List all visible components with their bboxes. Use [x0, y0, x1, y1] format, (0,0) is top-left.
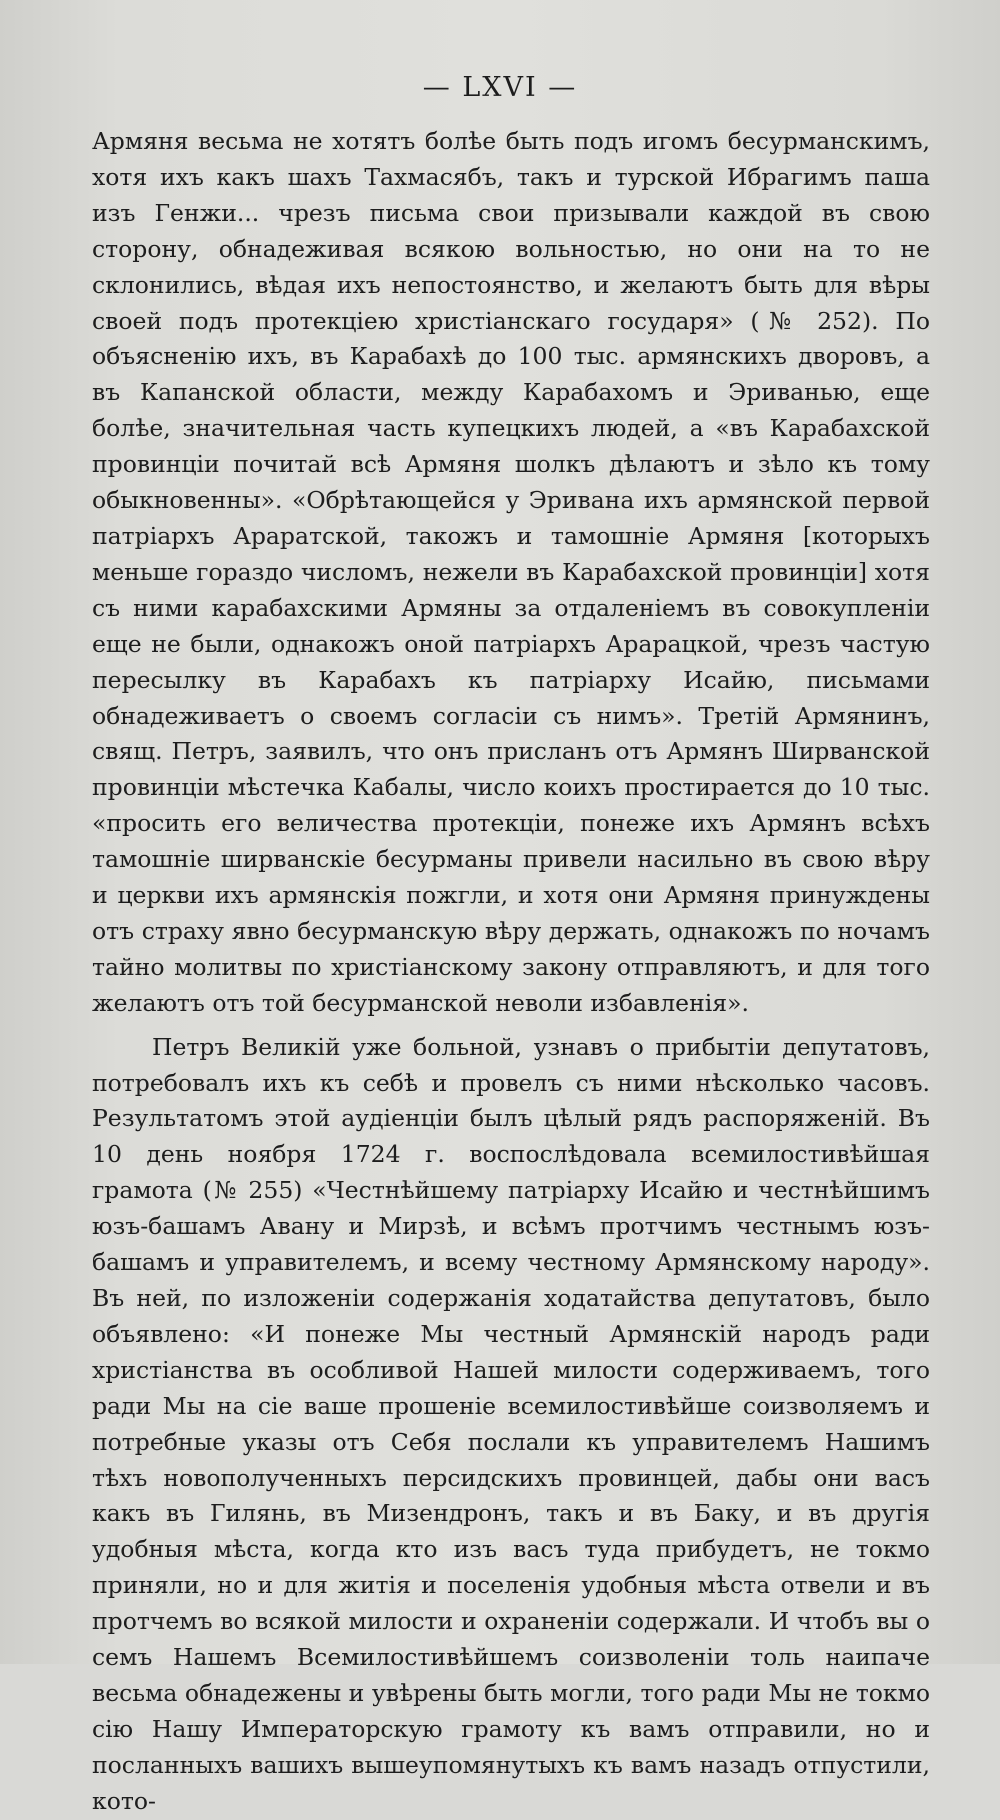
page-body — [92, 124, 930, 1820]
page-number: — LXVI — — [422, 72, 578, 103]
paragraph-1: Армяня весьма не хотятъ болѣе быть подъ игомъ бесурманскимъ, хотя ихъ какъ шахъ Тахмасябъ, такъ и турской Ибрагимъ паша изъ Генжи... чрезъ письма свои призывали каждой въ свою сторону, обнадеживая всякою вольностью, но они на то не склонились, вѣдая ихъ непостоянство, и желаютъ быть для вѣры своей подъ протекціею христіанскаго государя» (№ 252). По объясненію ихъ, въ Карабахѣ до 100 тыс. армянскихъ дворовъ, а въ Капанской области, между Карабахомъ и Эриванью, еще болѣе, значительная часть купецкихъ людей, а «въ Карабахской провинціи почитай всѣ Армяня шолкъ дѣлаютъ и зѣло къ тому обыкновенны». «Обрѣтающейся у Эривана ихъ армянской первой патріархъ Араратской, такожъ и тамошніе Армяня [которыхъ меньше гораздо числомъ, нежели въ Карабахской провинціи] хотя съ ними карабахскими Армяны за отдаленіемъ въ совокупленіи еще не были, однакожъ оной патріархъ Арарацкой, чрезъ частую пересылку въ Карабахъ къ патріарху Исайю, письмами обнадеживаетъ о своемъ согласіи съ нимъ». Третій Армянинъ, свящ. Петръ, заявилъ, что онъ присланъ отъ Армянъ Ширванской провинціи мѣстечка Кабалы, число коихъ простирается до 10 тыс. «просить его величества протекціи, понеже ихъ Армянъ всѣхъ тамошніе ширванскіе бесурманы привели насильно въ свою вѣру и церкви ихъ армянскія пожгли, и хотя они Армяня принуждены отъ страху явно бесурманскую вѣру держать, однакожъ по ночамъ тайно молитвы по христіанскому закону отправляютъ, и для того желаютъ отъ той бесурманской неволи избавленія». — [92, 127, 930, 1017]
paragraph-2: Петръ Великій уже больной, узнавъ о прибытіи депутатовъ, потребовалъ ихъ къ себѣ и провелъ съ ними нѣсколько часовъ. Результатомъ этой аудіенціи былъ цѣлый рядъ распоряженій. Въ 10 день ноября 1724 г. воспослѣдовала всемилостивѣйшая грамота (№ 255) «Честнѣйшему патріарху Исайю и честнѣйшимъ юзъ-башамъ Авану и Мирзѣ, и всѣмъ протчимъ честнымъ юзъ-башамъ и управителемъ, и всему честному Армянскому народу». Въ ней, по изложеніи содержанія ходатайства депутатовъ, было объявлено: «И понеже Мы честный Армянскій народъ ради христіанства въ особливой Нашей милости содерживаемъ, того ради Мы на сіе ваше прошеніе всемилостивѣйше соизволяемъ и потребные указы отъ Себя послали къ управителемъ Нашимъ тѣхъ новополученныхъ персидскихъ провинцей, дабы они васъ какъ въ Гилянь, въ Мизендронъ, такъ и въ Баку, и въ другія удобныя мѣста, когда кто изъ васъ туда прибудетъ, не токмо приняли, но и для житія и поселенія удобныя мѣста отвели и въ протчемъ во всякой милости и охраненіи содержали. И чтобъ вы о семъ Нашемъ Всемилостивѣйшемъ соизволеніи толь наипаче весьма обнадежены и увѣрены быть могли, того ради Мы не токмо сію Нашу Императорскую грамоту къ вамъ отправили, но и посланныхъ вашихъ вышеупомянутыхъ къ вамъ назадъ отпустили, кото- — [92, 1032, 930, 1815]
